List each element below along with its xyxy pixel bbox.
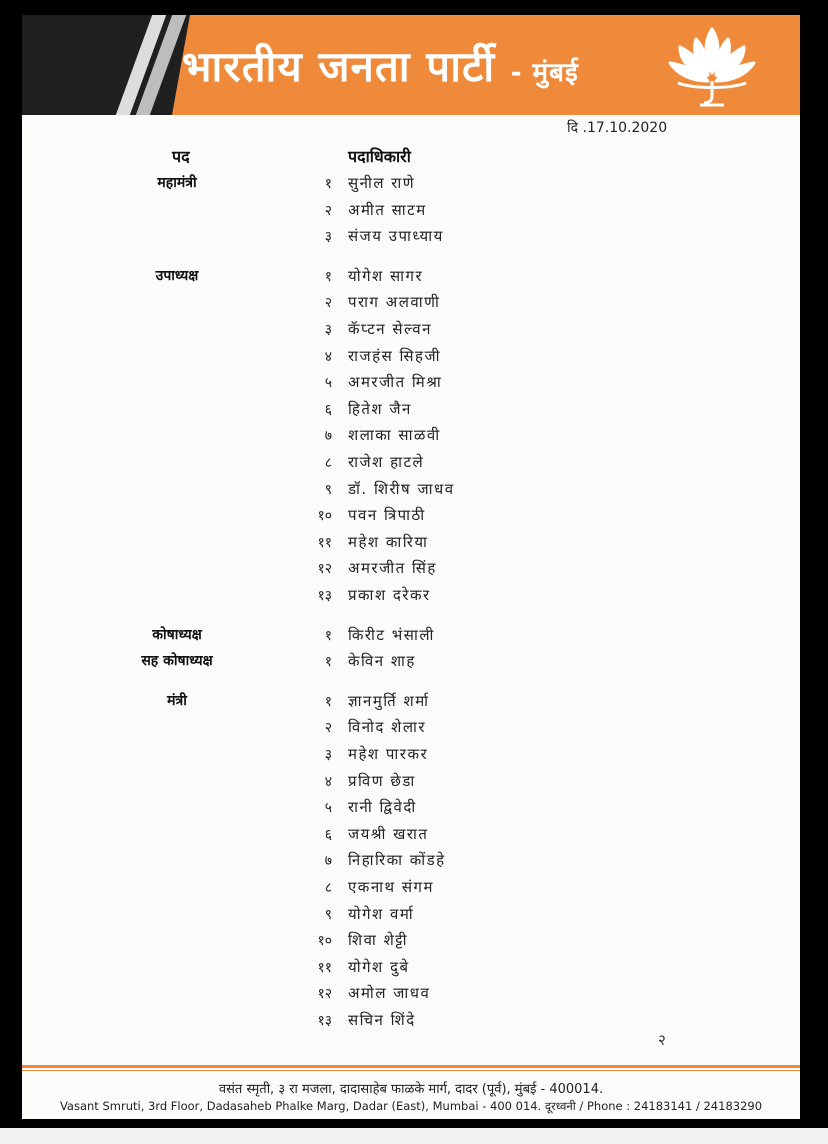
- party-name: भारतीय जनता पार्टी: [182, 42, 496, 91]
- page-number: २: [658, 1031, 666, 1049]
- section-label: मंत्री: [167, 692, 187, 709]
- footer-divider: [22, 1070, 800, 1071]
- party-city: - मुंबई: [510, 58, 579, 88]
- member-number: १: [324, 176, 332, 192]
- member-number: १०: [317, 933, 332, 950]
- member-name: महेश कारिया: [348, 532, 429, 551]
- member-name: विनोद शेलार: [348, 718, 427, 737]
- member-name: योगेश दुबे: [348, 957, 410, 976]
- member-number: ८: [324, 455, 332, 471]
- section-label: महामंत्री: [157, 175, 197, 191]
- member-number: ८: [324, 880, 332, 896]
- member-name: एकनाथ संगम: [348, 878, 434, 896]
- member-name: शिवा शेट्टी: [348, 931, 408, 950]
- member-name: अमोल जाधव: [348, 984, 431, 1003]
- member-number: २: [324, 720, 332, 737]
- member-name: संजय उपाध्याय: [348, 227, 444, 246]
- member-name: कॅप्टन सेल्वन: [348, 320, 432, 338]
- member-number: ३: [324, 229, 332, 246]
- footer-divider: [22, 1065, 800, 1068]
- column-header-post: पद: [172, 147, 190, 166]
- member-name: अमरजीत मिश्रा: [348, 373, 443, 392]
- footer-address-english: Vasant Smruti, 3rd Floor, Dadasaheb Phalke Marg, Dadar (East), Mumbai - 400 014. दूरध्वनी / Phone : 24183141 / 24183290: [59, 1099, 763, 1113]
- member-name: सचिन शिंदे: [348, 1011, 416, 1029]
- member-name: पवन त्रिपाठी: [348, 506, 426, 525]
- column-header-office-bearers: पदाधिकारी: [348, 147, 411, 166]
- member-number: १: [324, 268, 332, 285]
- member-number: ९: [324, 481, 332, 498]
- member-name: महेश पारकर: [348, 745, 429, 763]
- member-number: १: [324, 627, 332, 644]
- member-name: योगेश वर्मा: [348, 904, 415, 923]
- member-number: ६: [324, 401, 332, 418]
- member-number: ३: [324, 747, 332, 763]
- letter-date: दि .17.10.2020: [567, 120, 668, 136]
- member-number: ९: [324, 906, 332, 923]
- footer-address-marathi: वसंत स्मृती, ३ रा मजला, दादासाहेब फाळके मार्ग, दादर (पूर्व), मुंबई - 400014.: [218, 1082, 604, 1097]
- member-number: २: [324, 295, 332, 312]
- member-name: प्रकाश दरेकर: [348, 586, 431, 604]
- member-name: हितेश जैन: [348, 399, 412, 418]
- member-number: ६: [324, 826, 332, 843]
- section-label: उपाध्यक्ष: [155, 267, 199, 284]
- member-name: निहारिका कोंडहे: [348, 851, 446, 870]
- section-label: सह कोषाध्यक्ष: [141, 653, 213, 670]
- member-number: १३: [317, 588, 332, 604]
- member-name: राजेश हाटले: [348, 453, 425, 471]
- member-number: ७: [324, 853, 332, 870]
- member-number: ३: [324, 322, 332, 338]
- member-name: रानी द्विवेदी: [348, 798, 417, 817]
- member-number: ११: [317, 534, 332, 551]
- member-name: अमरजीत सिंह: [348, 559, 437, 578]
- member-number: ५: [324, 800, 332, 817]
- party-title: [182, 37, 579, 94]
- member-name: अमीत साटम: [348, 200, 427, 219]
- member-name: शलाका साळवी: [348, 426, 441, 445]
- member-number: ४: [324, 773, 332, 790]
- header-banner: [22, 15, 800, 115]
- member-name: केविन शाह: [348, 652, 416, 671]
- member-name: योगेश सागर: [348, 266, 424, 285]
- member-number: १२: [317, 986, 332, 1003]
- letterhead-page: [22, 15, 800, 1119]
- member-number: १३: [317, 1013, 332, 1029]
- background-strip: [0, 1128, 828, 1144]
- section-label: कोषाध्यक्ष: [152, 626, 202, 643]
- member-number: १०: [317, 508, 332, 525]
- member-name: सुनील राणे: [348, 174, 416, 192]
- member-name: प्रविण छेडा: [348, 771, 416, 790]
- member-number: २: [324, 202, 332, 219]
- member-number: ७: [324, 428, 332, 445]
- member-name: डॉ. शिरीष जाधव: [348, 479, 455, 498]
- member-name: जयश्री खरात: [348, 824, 429, 843]
- member-number: ११: [317, 959, 332, 976]
- member-number: ४: [324, 348, 332, 365]
- member-number: ५: [324, 375, 332, 392]
- lotus-icon: [664, 19, 760, 111]
- member-name: पराग अलवाणी: [348, 293, 441, 312]
- member-number: १२: [317, 561, 332, 578]
- member-name: राजहंस सिहजी: [348, 346, 442, 365]
- member-number: १: [324, 693, 332, 710]
- member-name: ज्ञानमुर्ति शर्मा: [348, 691, 430, 710]
- member-name: किरीट भंसाली: [348, 625, 435, 644]
- member-number: १: [324, 654, 332, 671]
